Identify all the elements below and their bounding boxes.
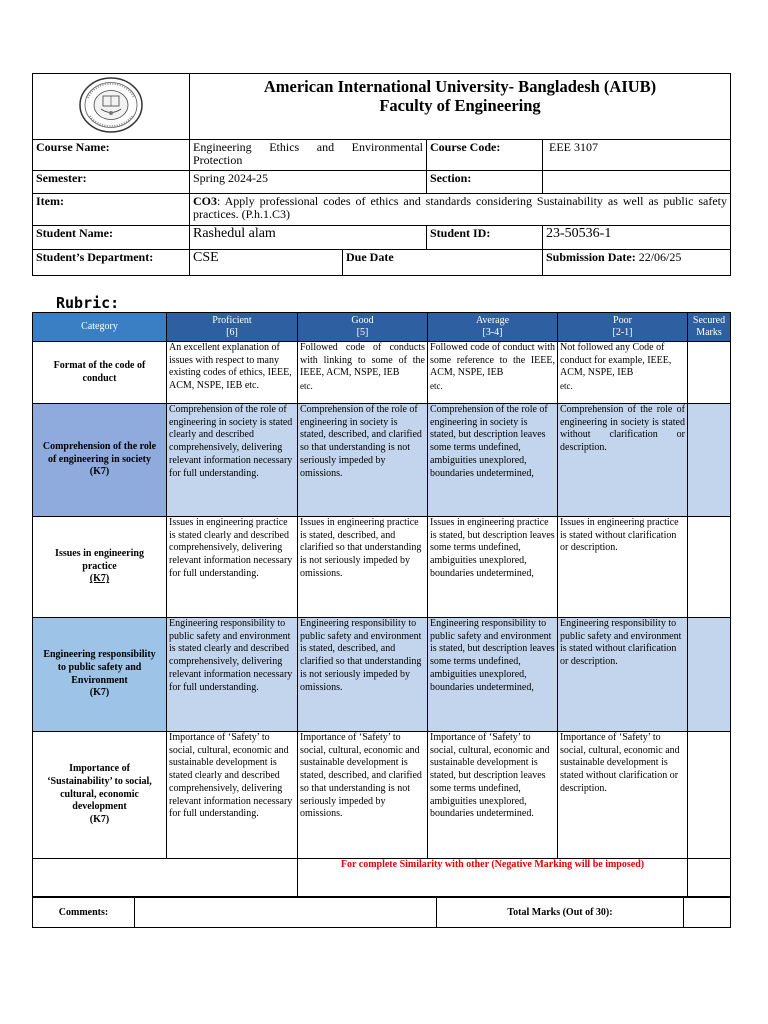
comments-label: Comments: [33,897,135,928]
category-cell: Importance of ‘Sustainability’ to social, cultural, economic development (K7) [33,732,167,859]
student-id-value: 23-50536-1 [543,226,731,250]
col-category: Category [33,313,167,342]
good-cell: Importance of ‘Safety’ to social, cultural, economic and sustainable development is stated, described, and clarified so that understanding is not seriously impeded by omissions. [298,732,428,859]
average-cell: Comprehension of the role of engineering in society is stated, but description leaves some terms undefined, ambiguities unexplored, boundaries undetermined, [428,404,558,517]
secured-marks-cell[interactable] [688,342,731,404]
total-marks-field[interactable] [684,897,731,928]
rubric-row-issues [33,517,731,618]
poor-cell: Issues in engineering practice is stated without clarification or description. [558,517,688,618]
comments-table [32,896,731,928]
course-code-value: EEE 3107 [543,140,731,171]
negative-marking-row [33,859,731,898]
good-cell: Followed code of conducts with linking to some of the IEEE, ACM, NSPE, IEB etc. [298,342,428,404]
good-cell: Comprehension of the role of engineering in society is stated, described, and clarified so that understanding is not seriously impeded by omissions. [298,404,428,517]
col-average: Average [3-4] [428,313,558,342]
category-cell: Issues in engineering practice (K7) [33,517,167,618]
submission-date-label: Submission Date: [546,250,636,264]
rubric-row-comprehension [33,404,731,517]
faculty-name: Faculty of Engineering [379,96,541,115]
average-cell: Importance of ‘Safety’ to social, cultural, economic and sustainable development is stated, but description leaves some terms undefined, ambiguities unexplored, boundaries undetermined. [428,732,558,859]
secured-marks-cell[interactable] [688,618,731,732]
submission-date-cell [543,250,731,276]
rubric-row-responsibility [33,618,731,732]
col-secured-marks: Secured Marks [688,313,731,342]
semester-value: Spring 2024-25 [190,171,427,194]
poor-cell: Importance of ‘Safety’ to social, cultural, economic and sustainable development is stated without clarification or description. [558,732,688,859]
rubric-heading: Rubric: [56,294,120,312]
category-cell: Engineering responsibility to public safety and Environment (K7) [33,618,167,732]
poor-cell: Comprehension of the role of engineering in society is stated without clarification or description. [558,404,688,517]
rubric-row-format [33,342,731,404]
good-cell: Issues in engineering practice is stated, described, and clarified so that understanding is not seriously impeded by omissions. [298,517,428,618]
secured-marks-cell[interactable] [688,732,731,859]
category-cell: Comprehension of the role of engineering in society (K7) [33,404,167,517]
university-name: American International University- Bangladesh (AIUB) [263,77,657,96]
secured-marks-cell[interactable] [688,517,731,618]
col-good: Good [5] [298,313,428,342]
poor-cell: Engineering responsibility to public safety and environment is stated without clarification or description. [558,618,688,732]
due-date-cell [343,250,543,276]
item-label: Item: [33,194,190,226]
negative-marks-cell[interactable] [688,859,731,898]
section-value [543,171,731,194]
negative-marking-note: For complete Similarity with other (Negative Marking will be imposed) [298,859,688,898]
col-poor: Poor [2-1] [558,313,688,342]
course-name-label: Course Name: [33,140,190,171]
course-name-value: Engineering Ethics and Environmental Protection [190,140,427,171]
col-proficient: Proficient [6] [167,313,298,342]
item-value [190,194,731,226]
item-text: : Apply professional codes of ethics and standards considering Sustainability as well as public safety practices. (P.h.1.C3) [193,194,728,221]
rubric-row-sustainability [33,732,731,859]
submission-date-value: 22/06/25 [635,250,682,264]
student-name-value: Rashedul alam [190,226,427,250]
item-prefix: CO3 [193,194,217,208]
good-cell: Engineering responsibility to public safety and environment is stated, described, and clarified so that understanding is not seriously impeded by omissions. [298,618,428,732]
total-marks-label: Total Marks (Out of 30): [437,897,684,928]
department-value: CSE [190,250,343,276]
comments-field[interactable] [135,897,437,928]
student-name-label: Student Name: [33,226,190,250]
proficient-cell: Comprehension of the role of engineering in society is stated clearly and described comprehensively, delivering relevant information necessary for full understanding. [167,404,298,517]
average-cell: Followed code of conduct with some reference to the IEEE, ACM, NSPE, IEB etc. [428,342,558,404]
section-label: Section: [427,171,543,194]
poor-cell: Not followed any Code of conduct for example, IEEE, ACM, NSPE, IEB etc. [558,342,688,404]
secured-marks-cell[interactable] [688,404,731,517]
course-code-label: Course Code: [427,140,543,171]
proficient-cell: Engineering responsibility to public safety and environment is stated clearly and described comprehensively, delivering relevant information necessary for full understanding. [167,618,298,732]
proficient-cell: An excellent explanation of issues with respect to many existing codes of ethics, IEEE, ACM, NSPE, IEB etc. [167,342,298,404]
student-id-label: Student ID: [427,226,543,250]
average-cell: Engineering responsibility to public safety and environment is stated, but description leaves some terms undefined, ambiguities unexplored, boundaries undetermined, [428,618,558,732]
proficient-cell: Importance of ‘Safety’ to social, cultural, economic and sustainable development is stated clearly and described comprehensively, delivering relevant information necessary for full understanding. [167,732,298,859]
semester-label: Semester: [33,171,190,194]
logo-cell [33,74,190,140]
course-info-table [32,73,731,276]
rubric-table [32,312,731,898]
negative-marking-blank [33,859,298,898]
category-cell: Format of the code of conduct [33,342,167,404]
title-cell [190,74,731,140]
due-date-label: Due Date [346,250,394,264]
proficient-cell: Issues in engineering practice is stated clearly and described comprehensively, delivering relevant information necessary for full understanding. [167,517,298,618]
aiub-seal-logo [78,76,144,134]
department-label: Student’s Department: [33,250,190,276]
average-cell: Issues in engineering practice is stated, but description leaves some terms undefined, ambiguities unexplored, boundaries undetermined, [428,517,558,618]
rubric-header-row [33,313,731,342]
